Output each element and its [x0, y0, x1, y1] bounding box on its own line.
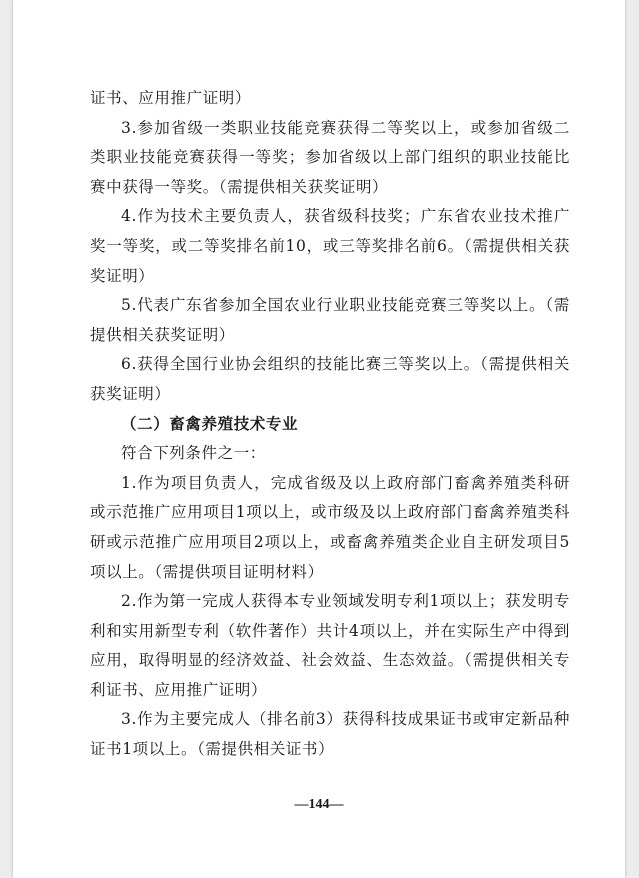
paragraph-2: 3.参加省级一类职业技能竞赛获得二等奖以上，或参加省级二类职业技能竞赛获得一等奖；参加省级以上部门组织的职业技能比赛中获得一等奖。（需提供相关获奖证明）: [90, 118, 570, 196]
paragraph-3: 4.作为技术主要负责人，获省级科技奖；广东省农业技术推广奖一等奖，或二等奖排名前10，或三等奖排名前6。（需提供相关获奖证明）: [90, 207, 570, 285]
section-heading: （二）畜禽养殖技术专业: [121, 414, 299, 433]
paragraph-6: 符合下列条件之一：: [121, 444, 266, 463]
paragraph-9: 3.作为主要完成人（排名前3）获得科技成果证书或审定新品种证书1项以上。（需提供相关证书）: [90, 710, 570, 759]
paragraph-5: 6.获得全国行业协会组织的技能比赛三等奖以上。（需提供相关获奖证明）: [90, 355, 570, 403]
paragraph-1: 证书、应用推广证明）: [90, 89, 252, 107]
document-body: [90, 84, 570, 765]
paragraph-4: 5.代表广东省参加全国农业行业职业技能竞赛三等奖以上。（需提供相关获奖证明）: [90, 296, 570, 344]
paragraph-7: 1.作为项目负责人，完成省级及以上政府部门畜禽养殖类科研或示范推广应用项目1项以上，或市级及以上政府部门畜禽养殖类科研或示范推广应用项目2项以上，或畜禽养殖类企业自主研发项目5项以上。（需提供项目证明材料）: [90, 473, 570, 581]
paragraph-8: 2.作为第一完成人获得本专业领域发明专利1项以上；获发明专利和实用新型专利（软件著作）共计4项以上，并在实际生产中得到应用，取得明显的经济效益、社会效益、生态效益。（需提供相关专利证书、应用推广证明）: [90, 592, 570, 699]
document-page: [13, 0, 625, 878]
page-number: —144—: [294, 797, 344, 812]
